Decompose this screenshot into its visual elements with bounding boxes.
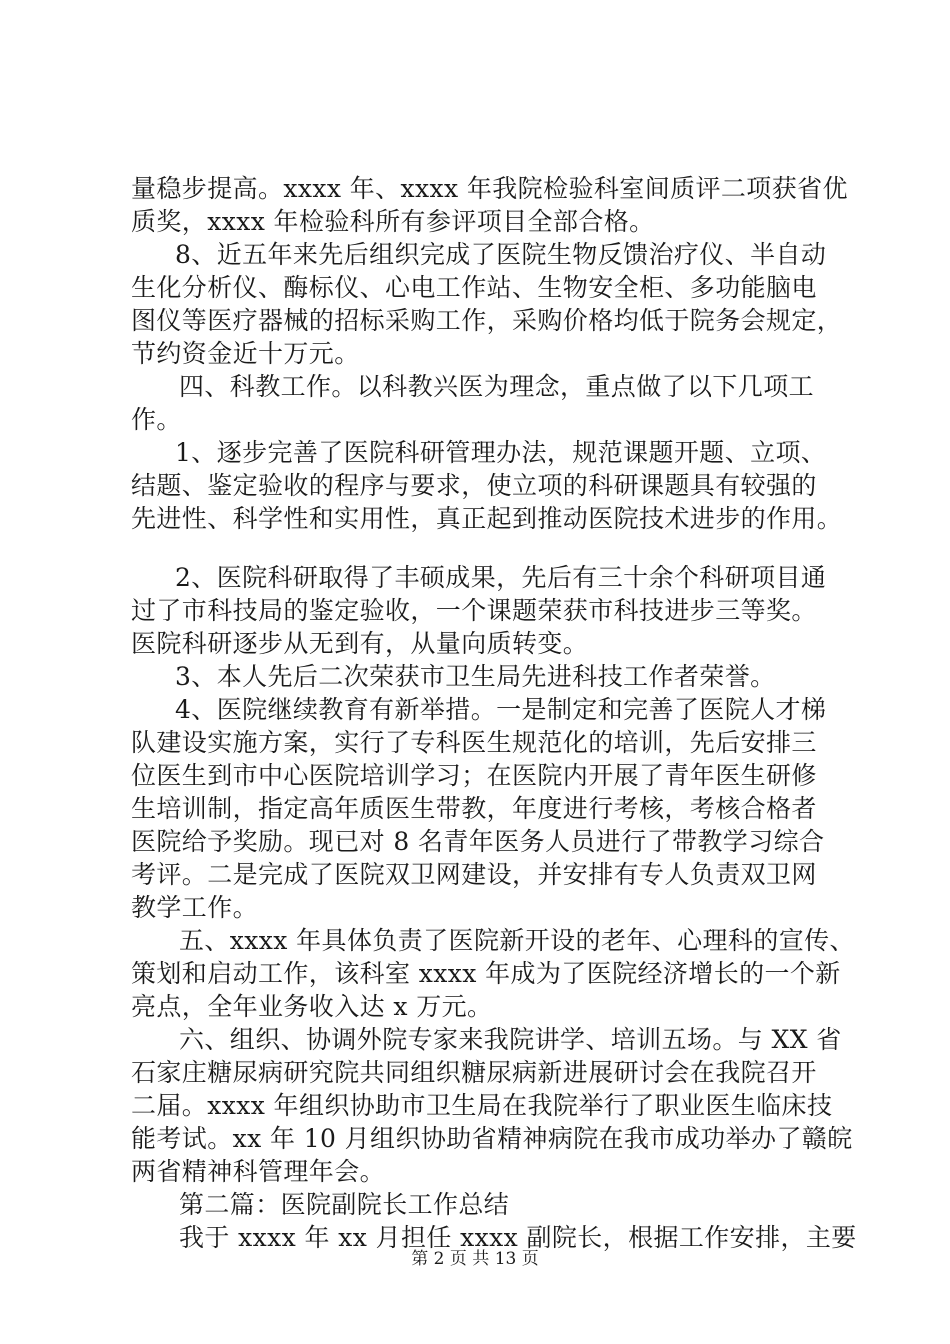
- text-line: 结题、鉴定验收的程序与要求，使立项的科研课题具有较强的: [131, 471, 817, 500]
- text-line: 质奖，xxxx 年检验科所有参评项目全部合格。: [131, 207, 655, 236]
- text-line: 生化分析仪、酶标仪、心电工作站、生物安全柜、多功能脑电: [131, 273, 817, 302]
- text-line: 医院科研逐步从无到有，从量向质转变。: [131, 629, 589, 658]
- text-line: 生培训制，指定高年质医生带教，年度进行考核，考核合格者: [131, 794, 817, 823]
- text-line: 石家庄糖尿病研究院共同组织糖尿病新进展研讨会在我院召开: [131, 1058, 817, 1087]
- text-line: 二届。xxxx 年组织协助市卫生局在我院举行了职业医生临床技: [131, 1091, 833, 1120]
- section-heading-5: 五、xxxx 年具体负责了医院新开设的老年、心理科的宣传、: [179, 926, 855, 955]
- document-body: [131, 172, 857, 1254]
- text-line: 教学工作。: [131, 893, 259, 922]
- section-heading-4: 四、科教工作。以科教兴医为理念，重点做了以下几项工: [179, 372, 815, 401]
- text-line: 队建设实施方案，实行了专科医生规范化的培训，先后安排三: [131, 728, 817, 757]
- text-line: 考评。二是完成了医院双卫网建设，并安排有专人负责双卫网: [131, 860, 817, 889]
- text-line: 8、近五年来先后组织完成了医院生物反馈治疗仪、半自动: [175, 240, 827, 269]
- text-line: 先进性、科学性和实用性，真正起到推动医院技术进步的作用。: [131, 504, 843, 533]
- page-footer: 第 2 页 共 13 页: [411, 1249, 539, 1269]
- text-line: 作。: [131, 405, 182, 434]
- section-heading-6: 六、组织、协调外院专家来我院讲学、培训五场。与 XX 省: [179, 1025, 842, 1054]
- text-line: 图仪等医疗器械的招标采购工作，采购价格均低于院务会规定，: [131, 306, 843, 335]
- text-line: 亮点，全年业务收入达 x 万元。: [131, 992, 493, 1021]
- text-line: 两省精神科管理年会。: [131, 1157, 386, 1186]
- paragraph-gap: [131, 535, 831, 561]
- text-line: 4、医院继续教育有新举措。一是制定和完善了医院人才梯: [175, 695, 827, 724]
- text-line: 我于 xxxx 年 xx 月担任 xxxx 副院长，根据工作安排，主要: [179, 1223, 857, 1252]
- text-line: 节约资金近十万元。: [131, 339, 360, 368]
- text-line: 1、逐步完善了医院科研管理办法，规范课题开题、立项、: [175, 438, 827, 467]
- chapter-title: 第二篇：医院副院长工作总结: [179, 1190, 510, 1219]
- text-line: 策划和启动工作，该科室 xxxx 年成为了医院经济增长的一个新: [131, 959, 841, 988]
- text-line: 2、医院科研取得了丰硕成果，先后有三十余个科研项目通: [175, 563, 827, 592]
- text-line: 量稳步提高。xxxx 年、xxxx 年我院检验科室间质评二项获省优: [131, 174, 848, 203]
- text-line: 能考试。xx 年 10 月组织协助省精神病院在我市成功举办了赣皖: [131, 1124, 853, 1153]
- text-line: 3、本人先后二次荣获市卫生局先进科技工作者荣誉。: [175, 662, 776, 691]
- text-line: 位医生到市中心医院培训学习；在医院内开展了青年医生研修: [131, 761, 817, 790]
- text-line: 医院给予奖励。现已对 8 名青年医务人员进行了带教学习综合: [131, 827, 825, 856]
- text-line: 过了市科技局的鉴定验收，一个课题荣获市科技进步三等奖。: [131, 596, 817, 625]
